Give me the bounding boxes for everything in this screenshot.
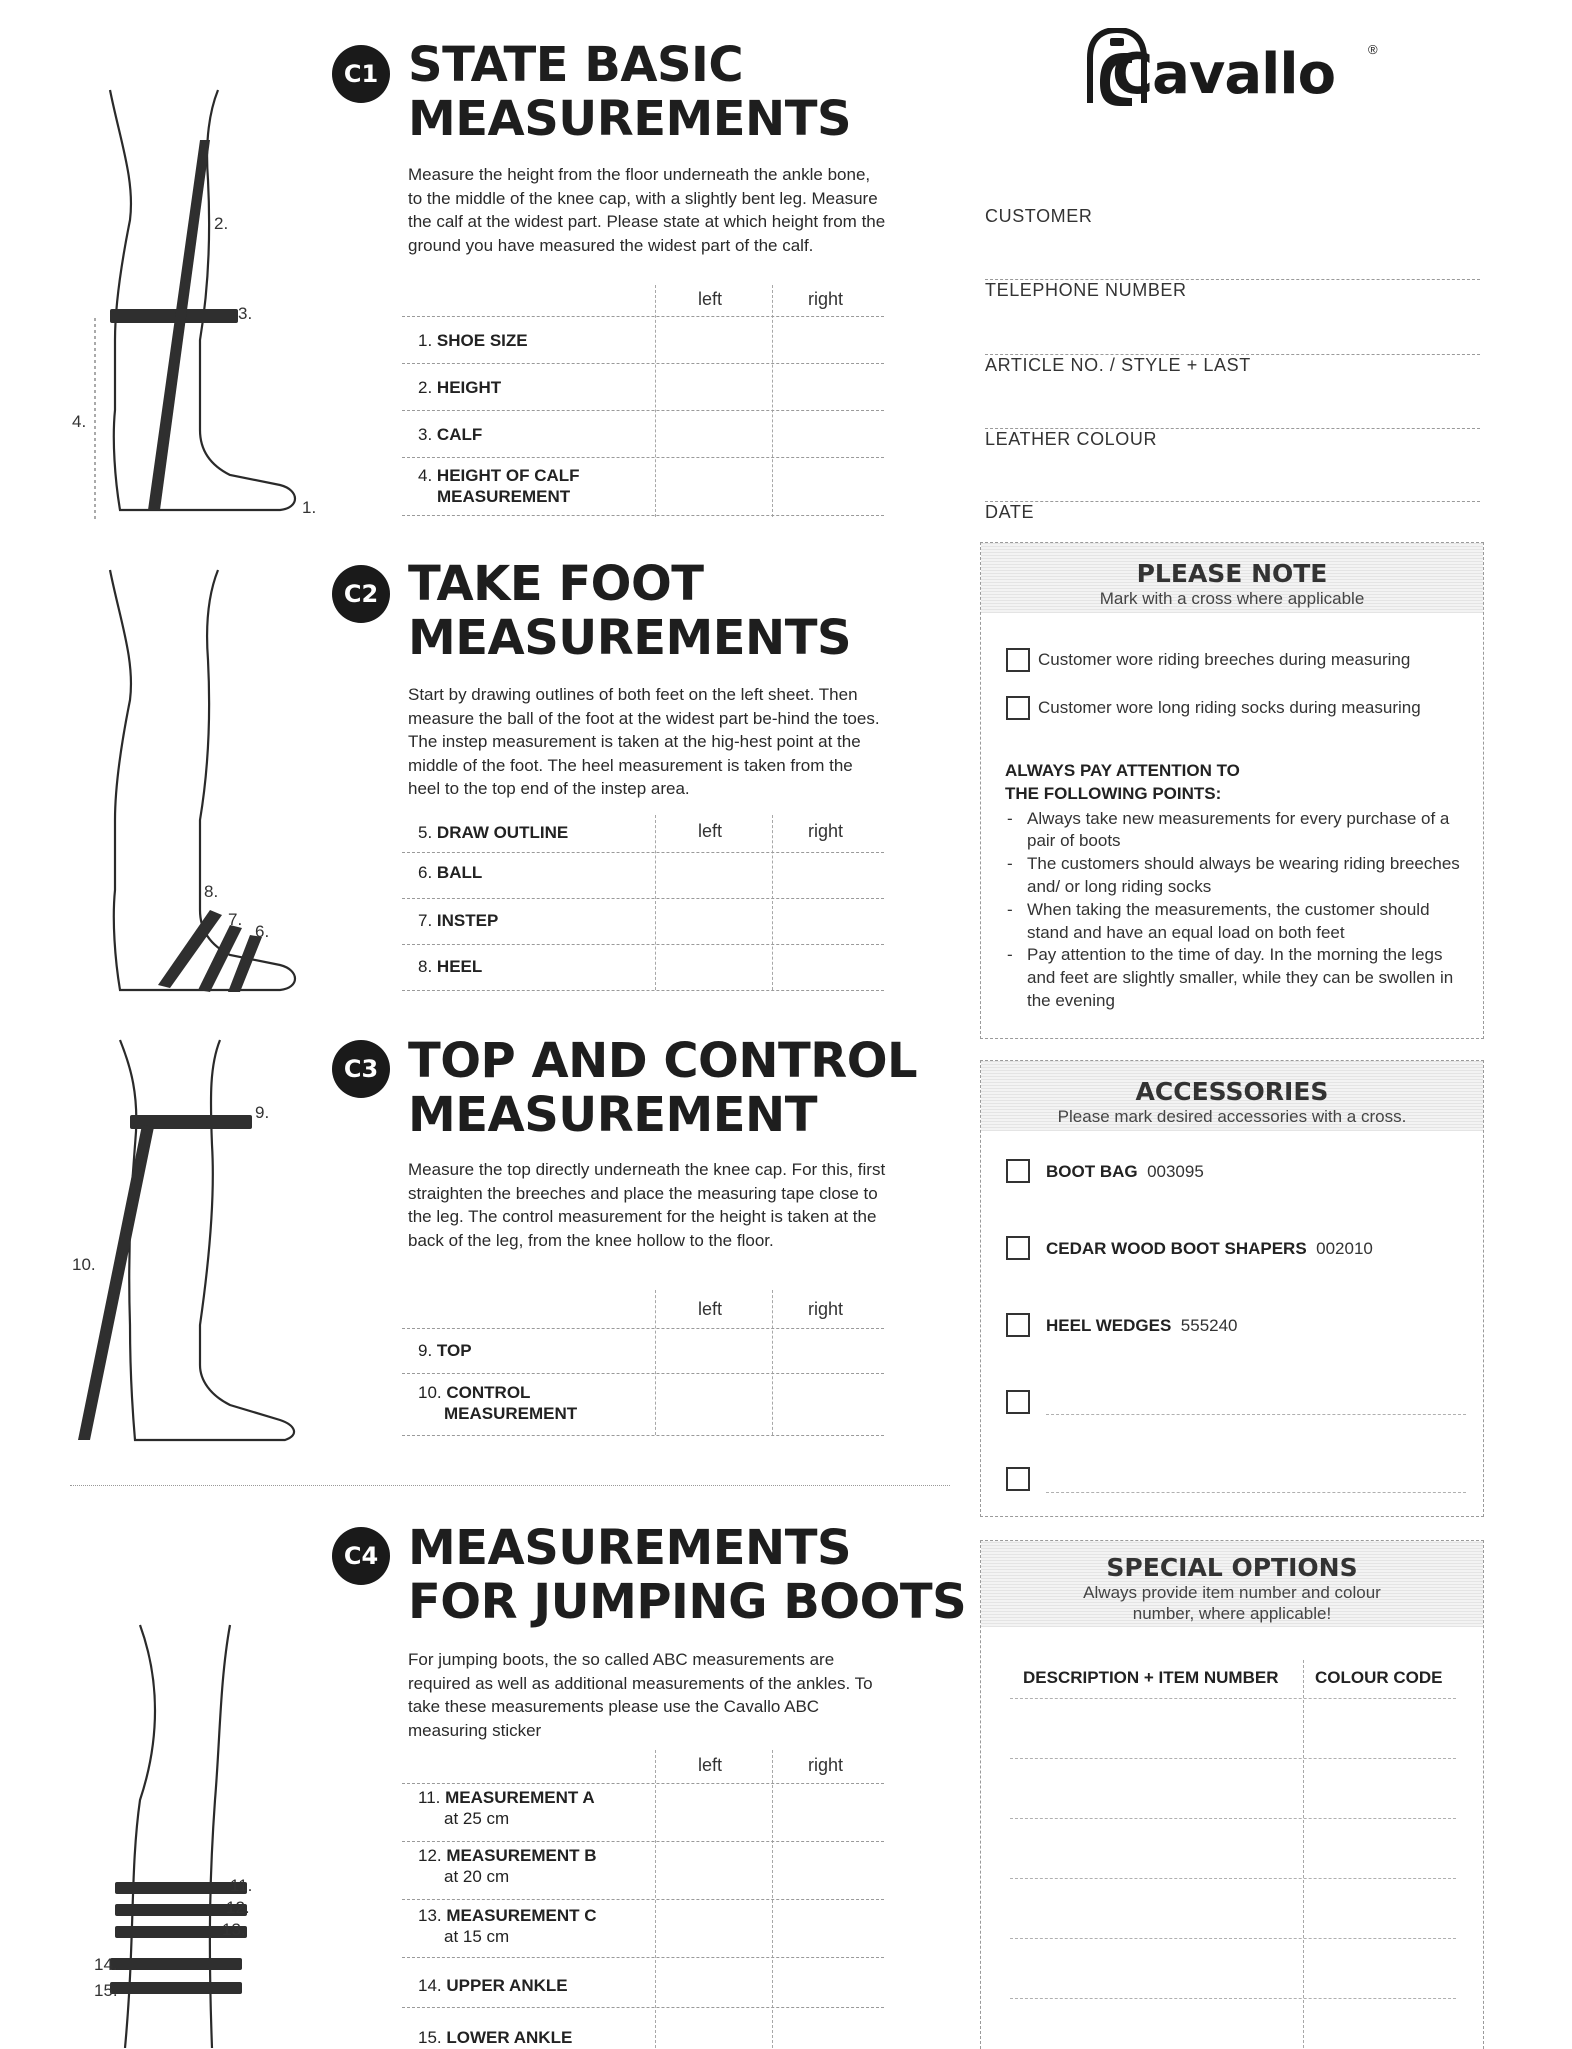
measurement-row-ball[interactable] (402, 852, 884, 899)
attention-points (1005, 760, 1465, 1013)
measurement-row-shoe-size[interactable] (402, 316, 884, 364)
row-num: 5. (418, 823, 433, 842)
row-label: DRAW OUTLINE (436, 823, 569, 842)
socks-check-label: Customer wore long riding socks during measuring (1038, 698, 1421, 717)
special-options-subtitle: number, where applicable! (1132, 1604, 1332, 1623)
row-sublabel: at 20 cm (444, 1867, 510, 1886)
telephone-field[interactable]: TELEPHONE NUMBER (985, 280, 1480, 355)
measurement-row-heel[interactable] (402, 944, 884, 991)
row-label: HEIGHT OF CALF (436, 466, 580, 485)
accessories-title: ACCESSORIES (1135, 1077, 1329, 1106)
diagram-label-2: 2. (214, 214, 229, 233)
measurement-row-a[interactable] (402, 1783, 884, 1842)
diagram-label-1: 1. (302, 498, 317, 517)
special-option-line[interactable] (1010, 1758, 1456, 1759)
column-right-label: right (808, 289, 844, 309)
row-num: 4. (418, 466, 433, 485)
section-title-c2 (408, 557, 851, 665)
accessory-custom-line[interactable] (1046, 1414, 1466, 1415)
section-badge-c4: C4 (332, 1527, 390, 1585)
diagram-label-9: 9. (255, 1103, 270, 1122)
row-label: CALF (436, 425, 483, 444)
point-item: - When taking the measurements, the customer should stand and have an equal load on both feet (1005, 899, 1465, 945)
article-field[interactable]: ARTICLE NO. / STYLE + LAST (985, 355, 1480, 429)
diagram-label-8: 8. (204, 882, 219, 901)
breeches-checkbox[interactable] (1006, 648, 1030, 672)
cavallo-logo (1082, 28, 1382, 108)
row-label: INSTEP (436, 911, 499, 930)
measurement-row-top[interactable] (402, 1328, 884, 1374)
row-label: BALL (436, 863, 483, 882)
measurement-row-instep[interactable] (402, 898, 884, 945)
special-options-subtitle: Always provide item number and colour (1083, 1583, 1381, 1602)
leg-diagram-c3 (60, 1035, 340, 1455)
diagram-label-13: 13. (222, 1920, 246, 1939)
leather-colour-field[interactable]: LEATHER COLOUR (985, 429, 1480, 502)
please-note-header (981, 543, 1483, 613)
row-label: TOP (436, 1341, 472, 1360)
section-description-c1: Measure the height from the floor underneath the ankle bone, to the middle of the knee cap, with a slightly bent leg. Measure the calf at the widest part. Please state at which height from the ground you have measured the widest part of the calf. (408, 165, 886, 255)
row-label: UPPER ANKLE (446, 1976, 568, 1995)
point-item: - The customers should always be wearing riding breeches and/ or long riding socks (1005, 853, 1465, 899)
section-title-c1 (408, 38, 851, 146)
title-line-1: STATE BASIC (408, 37, 744, 93)
measurement-row-control[interactable] (402, 1373, 884, 1436)
socks-checkbox[interactable] (1006, 696, 1030, 720)
accessory-name: CEDAR WOOD BOOT SHAPERS (1046, 1239, 1307, 1258)
row-num: 9. (418, 1341, 433, 1360)
please-note-subtitle: Mark with a cross where applicable (1099, 589, 1365, 608)
points-heading: THE FOLLOWING POINTS: (1005, 783, 1222, 803)
boot-bag-checkbox[interactable] (1006, 1159, 1030, 1183)
row-num: 1. (418, 331, 433, 350)
section-description-c2: Start by drawing outlines of both feet on the left sheet. Then measure the ball of the foot at the widest part be-hind the toes. The instep measurement is taken at the hig-hest point at the middle of the foot. The heel measurement is taken from the heel to the top end of the instep area. (408, 685, 880, 798)
section-title-c3 (408, 1034, 917, 1142)
accessory-code: 555240 (1180, 1316, 1238, 1335)
breeches-check-label: Customer wore riding breeches during measuring (1038, 650, 1411, 669)
row-label: HEEL (436, 957, 483, 976)
column-left-label: left (698, 1755, 723, 1775)
diagram-label-6: 6. (255, 922, 270, 941)
special-option-line[interactable] (1010, 1698, 1456, 1699)
point-item: - Always take new measurements for every purchase of a pair of boots (1005, 808, 1465, 854)
special-options-title: SPECIAL OPTIONS (1106, 1553, 1358, 1582)
title-line-2: MEASUREMENT (408, 1087, 817, 1143)
heel-wedges-checkbox[interactable] (1006, 1313, 1030, 1337)
logo-text: Cavallo (1112, 42, 1336, 107)
accessory-custom-line[interactable] (1046, 1492, 1466, 1493)
column-right-label: right (808, 821, 844, 841)
colour-code-column-header: COLOUR CODE (1315, 1668, 1443, 1687)
boot-shapers-label (1046, 1239, 1373, 1259)
special-options-header (981, 1541, 1483, 1627)
section-separator (70, 1485, 950, 1486)
points-heading: ALWAYS PAY ATTENTION TO (1005, 761, 1240, 780)
diagram-label-15: 15. (94, 1981, 118, 2000)
diagram-label-14: 14. (94, 1955, 118, 1974)
row-sublabel: MEASUREMENT (437, 487, 571, 506)
section-badge-c3: C3 (332, 1040, 390, 1098)
row-num: 10. (418, 1383, 442, 1402)
row-label: SHOE SIZE (436, 331, 528, 350)
section-title-c4 (408, 1521, 966, 1629)
title-line-2: MEASUREMENTS (408, 91, 852, 147)
diagram-label-12: 12. (226, 1898, 250, 1917)
special-options-box (980, 1540, 1484, 2049)
column-left-label: left (698, 821, 723, 841)
measurement-row-c[interactable] (402, 1899, 884, 1958)
row-label: LOWER ANKLE (446, 2028, 573, 2047)
measurement-row-height[interactable] (402, 363, 884, 411)
date-field[interactable]: DATE (985, 502, 1035, 522)
measurement-row-draw-outline[interactable] (402, 812, 884, 853)
row-num: 2. (418, 378, 433, 397)
description-column-header: DESCRIPTION + ITEM NUMBER (1023, 1668, 1279, 1687)
row-label: MEASUREMENT A (445, 1788, 595, 1807)
column-left-label: left (698, 1299, 723, 1319)
accessories-header (981, 1061, 1483, 1131)
title-line-2: MEASUREMENTS (408, 610, 852, 666)
special-option-line[interactable] (1010, 1818, 1456, 1819)
boot-bag-label (1046, 1162, 1204, 1182)
accessory-name: BOOT BAG (1046, 1162, 1138, 1181)
accessory-name: HEEL WEDGES (1046, 1316, 1172, 1335)
special-option-line[interactable] (1010, 1878, 1456, 1879)
row-num: 11. (418, 1788, 441, 1807)
column-left-label: left (698, 289, 723, 309)
accessory-code: 003095 (1147, 1162, 1204, 1181)
row-sublabel: at 15 cm (444, 1927, 510, 1946)
row-num: 3. (418, 425, 433, 444)
section-badge-c2: C2 (332, 565, 390, 623)
column-right-label: right (808, 1299, 844, 1319)
special-options-column-divider (1303, 1660, 1304, 2048)
boot-shapers-checkbox[interactable] (1006, 1236, 1030, 1260)
please-note-title: PLEASE NOTE (1136, 559, 1328, 588)
measurement-row-height-of-calf[interactable] (402, 457, 884, 516)
row-num: 15. (418, 2028, 442, 2047)
row-label: CONTROL (446, 1383, 531, 1402)
title-line-2: FOR JUMPING BOOTS (408, 1574, 967, 1630)
section-description-c3: Measure the top directly underneath the knee cap. For this, first straighten the breeches and place the measuring tape close to the leg. The control measurement for the height is taken at the back of the leg, from the knee hollow to the floor. (408, 1160, 886, 1250)
title-line-1: TAKE FOOT (408, 556, 704, 612)
accessories-subtitle: Please mark desired accessories with a cross. (1057, 1107, 1407, 1126)
foot-diagram-c2 (60, 560, 340, 1000)
measurement-row-upper-ankle[interactable] (402, 1957, 884, 2008)
row-num: 6. (418, 863, 433, 882)
accessory-custom-checkbox[interactable] (1006, 1467, 1030, 1491)
measurement-row-b[interactable] (402, 1841, 884, 1900)
title-line-1: MEASUREMENTS (408, 1520, 852, 1576)
row-num: 7. (418, 911, 433, 930)
row-sublabel: MEASUREMENT (444, 1404, 578, 1423)
special-option-line[interactable] (1010, 1998, 1456, 1999)
accessory-code: 002010 (1316, 1239, 1373, 1258)
heel-wedges-label (1046, 1316, 1238, 1336)
row-num: 14. (418, 1976, 442, 1995)
diagram-label-11: 11. (230, 1876, 253, 1895)
diagram-label-3: 3. (238, 304, 253, 323)
section-description-c4: For jumping boots, the so called ABC measurements are required as well as additional measurements of the ankles. To take these measurements please use the Cavallo ABC measuring sticker (408, 1650, 873, 1740)
logo-registered: ® (1368, 42, 1378, 57)
diagram-label-4: 4. (72, 412, 87, 431)
measurement-row-lower-ankle[interactable] (402, 2007, 884, 2048)
row-label: HEIGHT (436, 378, 502, 397)
row-label: MEASUREMENT C (446, 1906, 597, 1925)
point-item: - Pay attention to the time of day. In the morning the legs and feet are slightly smaller, while they can be swollen in the evening (1005, 944, 1465, 1012)
diagram-label-10: 10. (72, 1255, 96, 1274)
diagram-label-7: 7. (228, 910, 243, 929)
customer-field[interactable]: CUSTOMER (985, 206, 1480, 280)
title-line-1: TOP AND CONTROL (408, 1033, 918, 1089)
accessories-box (980, 1060, 1484, 1517)
column-right-label: right (808, 1755, 844, 1775)
row-num: 12. (418, 1846, 442, 1865)
accessory-custom-checkbox[interactable] (1006, 1390, 1030, 1414)
measurement-row-calf[interactable] (402, 410, 884, 458)
row-num: 13. (418, 1906, 442, 1925)
special-option-line[interactable] (1010, 1938, 1456, 1939)
leg-diagram-c1 (60, 80, 340, 530)
section-badge-c1: C1 (332, 45, 390, 103)
row-sublabel: at 25 cm (444, 1809, 510, 1828)
row-num: 8. (418, 957, 433, 976)
row-label: MEASUREMENT B (446, 1846, 597, 1865)
